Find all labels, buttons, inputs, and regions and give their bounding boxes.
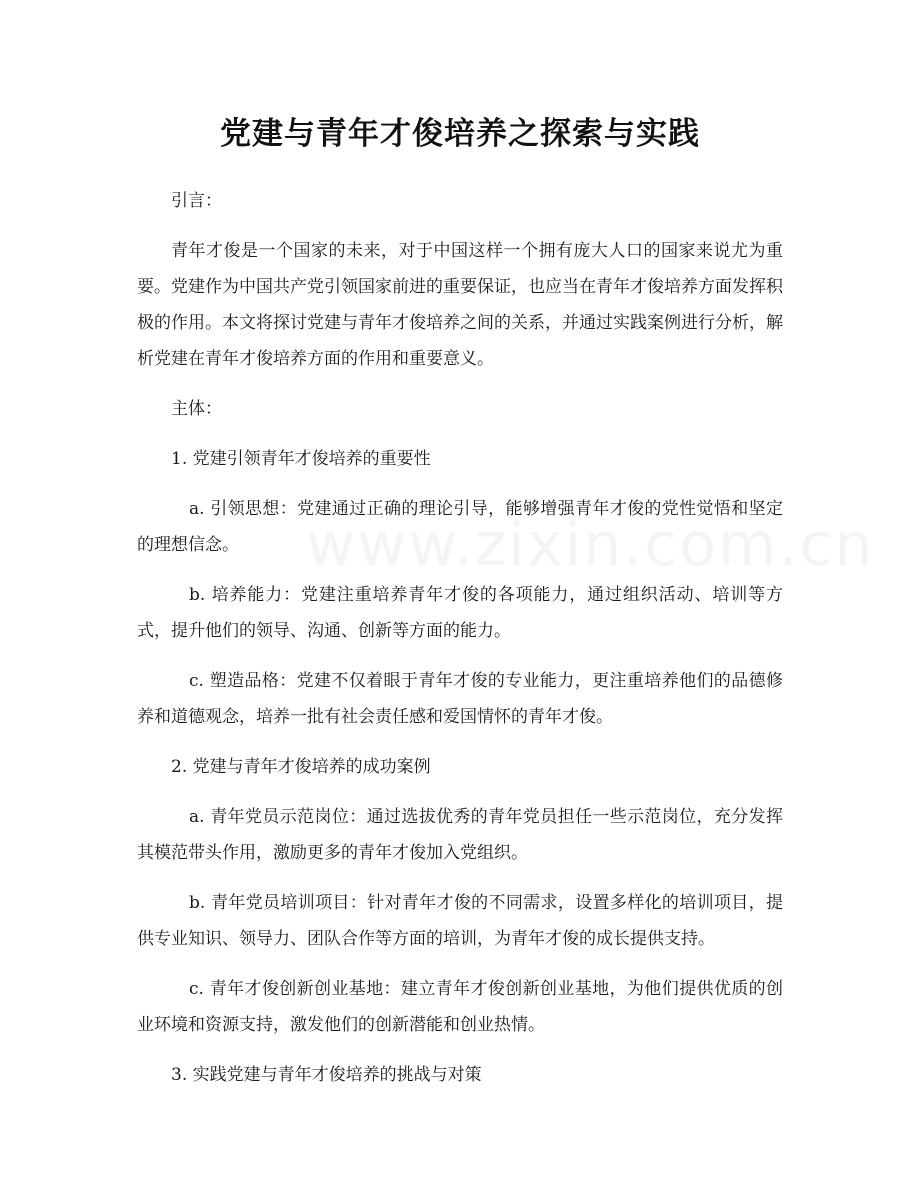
- list-item-1b: b. 培养能力：党建注重培养青年才俊的各项能力，通过组织活动、培训等方式，提升他们的领导、沟通、创新等方面的能力。: [137, 585, 783, 641]
- section-heading-1: 1. 党建引领青年才俊培养的重要性: [171, 449, 431, 469]
- list-item-2b: b. 青年党员培训项目：针对青年才俊的不同需求，设置多样化的培训项目，提供专业知识、领导力、团队合作等方面的培训，为青年才俊的成长提供支持。: [137, 893, 783, 949]
- list-item-1a: a. 引领思想：党建通过正确的理论引导，能够增强青年才俊的党性觉悟和坚定的理想信念。: [137, 499, 783, 555]
- list-item-2a: a. 青年党员示范岗位：通过选拔优秀的青年党员担任一些示范岗位，充分发挥其模范带头作用，激励更多的青年才俊加入党组织。: [137, 807, 783, 863]
- document-title: 党建与青年才俊培养之探索与实践: [220, 116, 700, 152]
- paragraph-body-label: 主体：: [171, 399, 222, 419]
- document-body: [137, 183, 783, 1107]
- paragraph-intro-label: 引言：: [171, 191, 222, 211]
- section-heading-3: 3. 实践党建与青年才俊培养的挑战与对策: [171, 1065, 482, 1085]
- section-heading-2: 2. 党建与青年才俊培养的成功案例: [171, 757, 431, 777]
- paragraph-intro: 青年才俊是一个国家的未来，对于中国这样一个拥有庞大人口的国家来说尤为重要。党建作为中国共产党引领国家前进的重要保证，也应当在青年才俊培养方面发挥积极的作用。本文将探讨党建与青年才俊培养之间的关系，并通过实践案例进行分析，解析党建在青年才俊培养方面的作用和重要意义。: [137, 241, 783, 369]
- list-item-1c: c. 塑造品格：党建不仅着眼于青年才俊的专业能力，更注重培养他们的品德修养和道德观念，培养一批有社会责任感和爱国情怀的青年才俊。: [137, 671, 783, 727]
- list-item-2c: c. 青年才俊创新创业基地：建立青年才俊创新创业基地，为他们提供优质的创业环境和资源支持，激发他们的创新潜能和创业热情。: [137, 979, 783, 1035]
